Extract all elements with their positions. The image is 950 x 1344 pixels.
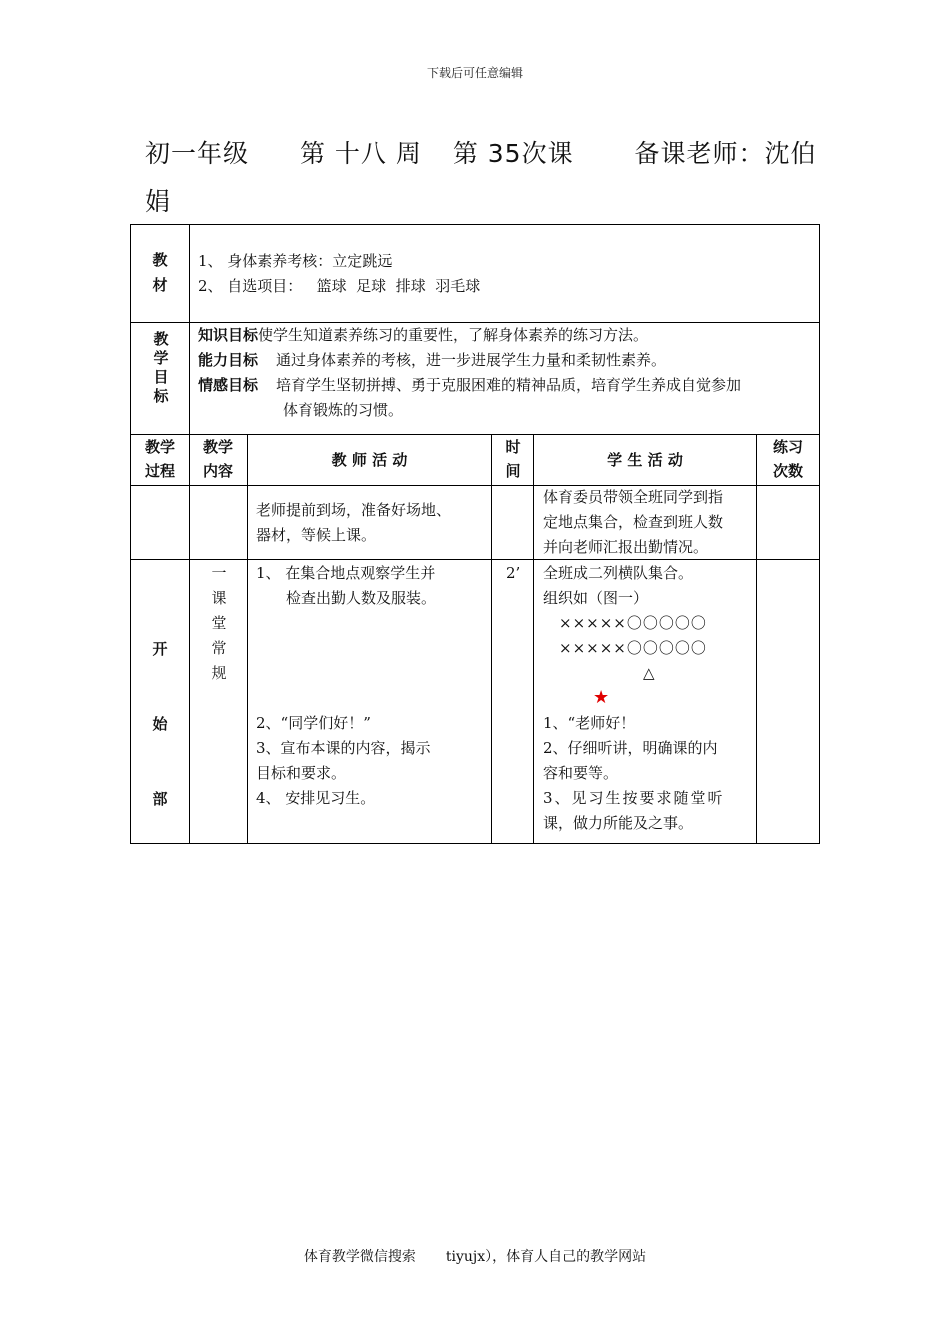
knowledge-label: 知识目标 [198,326,259,344]
start-teacher-line: 3、宣布本课的内容，揭示 [256,739,431,757]
knowledge-objective [198,323,798,348]
table-border [130,224,131,844]
start-teacher-line: 检查出勤人数及服装。 [286,589,437,607]
ability-label: 能力目标 [198,351,259,369]
prep-student-line: 体育委员带领全班同学到指 [543,488,724,506]
emotion-objective [198,373,808,398]
table-border [189,224,190,844]
col-header-content: 教学内容 [202,438,233,480]
materials-label: 教材 [152,251,168,294]
start-student-line: 全班成二列横队集合。 [543,564,694,582]
phase-start-label [148,612,172,837]
material-item-1: 1、 身体素养考核：立定跳远 [198,252,393,270]
title-teacher: 备课老师：沈伯 [634,139,817,168]
start-teacher-line: 4、 安排见习生。 [256,789,376,807]
knowledge-text: 使学生知道素养练习的重要性，了解身体素养的练习方法。 [258,326,649,344]
prep-teacher-line: 器材，等候上课。 [256,526,377,544]
start-student-line: 2、仔细听讲，明确课的内 [543,739,718,757]
start-student-line: 组织如（图一） [543,589,649,607]
prep-teacher-line: 老师提前到场，准备好场地、 [256,501,452,519]
title-teacher-cont: 娟 [145,187,172,216]
col-header-teacher: 教 师 活 动 [331,451,408,469]
prep-student-line: 定地点集合，检查到班人数 [543,513,724,531]
start-teacher-line: 2、“同学们好！” [256,714,371,732]
formation-teacher-marker: △ [643,664,655,682]
prep-student-line: 并向老师汇报出勤情况。 [543,538,709,556]
footer-right: tiyujx），体育人自己的教学网站 [445,1249,647,1265]
table-border [533,434,534,844]
table-border [130,843,820,844]
star-icon: ★ [593,687,610,708]
emotion-text: 培育学生坚韧拼搏、勇于克服困难的精神品质，培育学生养成自觉参加 [276,376,742,394]
table-border [130,224,820,225]
objectives-label: 教学目标 [153,330,169,405]
title-grade: 初一年级 [145,139,250,168]
footer-note [0,1246,950,1266]
start-teacher-line: 1、 在集合地点观察学生并 [256,564,436,582]
ability-text: 通过身体素养的考核，进一步进展学生力量和柔韧性素养。 [276,351,667,369]
col-header-process: 教学过程 [144,438,175,480]
ability-objective [198,348,798,373]
start-time: 2’ [506,564,521,582]
title-week: 第 十八 周 [299,139,422,168]
table-border [756,434,757,844]
col-header-student: 学 生 活 动 [607,451,683,469]
start-student-line: 容和要等。 [543,764,619,782]
formation-row-2: ×××××〇〇〇〇〇 [559,639,707,657]
lesson-plan-table [130,224,820,844]
table-border [247,434,248,844]
lesson-title [145,130,825,226]
title-lesson: 第 35次课 [452,139,574,168]
material-item-2: 2、 自选项目： 篮球 足球 排球 羽毛球 [198,277,481,295]
header-note: 下载后可任意编辑 [426,66,523,80]
content-routine-label: 一课堂常规 [211,564,227,682]
start-student-line: 课，做力所能及之事。 [543,814,694,832]
emotion-label: 情感目标 [198,376,259,394]
col-header-time: 时间 [505,438,521,480]
formation-row-1: ×××××〇〇〇〇〇 [559,614,707,632]
phase-start-text: 开始部 [152,640,168,808]
start-teacher-line: 目标和要求。 [256,764,347,782]
footer-left: 体育教学微信搜索 [303,1249,416,1265]
table-border [491,434,492,844]
start-student-line: 1、“老师好！ [543,714,636,732]
emotion-objective-cont: 体育锻炼的习惯。 [283,401,404,419]
start-student-line: 3、见习生按要求随堂听 [543,789,725,807]
col-header-practice: 练习次数 [772,438,803,480]
table-border [819,224,820,844]
